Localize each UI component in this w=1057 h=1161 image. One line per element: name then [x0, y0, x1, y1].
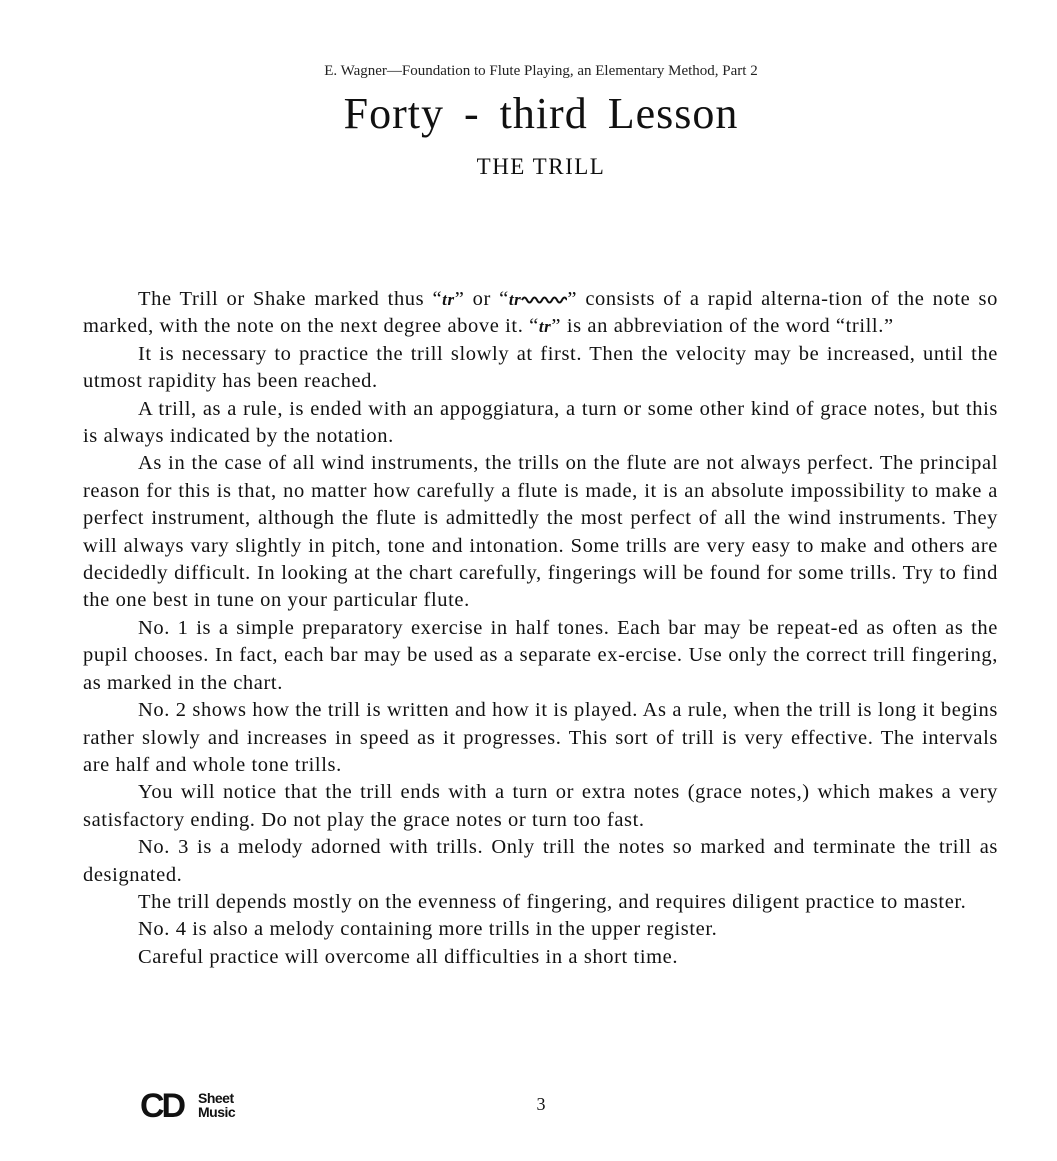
paragraph-1-text-c: ” consists of a rapid alterna-tion of the note so marked, with the note on the next degree above it. “	[83, 288, 998, 338]
paragraph-2: It is necessary to practice the trill slowly at first. Then the velocity may be increased, until the utmost rapidity has been reached.	[83, 342, 998, 393]
paragraph-8: No. 3 is a melody adorned with trills. Only trill the notes so marked and terminate the trill as designated.	[83, 836, 998, 886]
paragraph-11: Careful practice will overcome all difficulties in a short time.	[138, 945, 679, 968]
paragraph-1-text-d: ” is an abbreviation of the word “trill.”	[551, 315, 894, 338]
trill-symbol-wavy: tr	[508, 290, 522, 309]
paragraph-6: No. 2 shows how the trill is written and how it is played. As a rule, when the trill is long it begins rather slowly and increases in speed as it progresses. This sort of trill is very effective. The intervals are half and whole tone trills.	[83, 699, 998, 776]
lesson-body	[83, 286, 998, 971]
logo-sheet-text: Sheet	[198, 1090, 234, 1106]
paragraph-10: No. 4 is also a melody containing more trills in the upper register.	[138, 918, 718, 941]
paragraph-7: You will notice that the trill ends with a turn or extra notes (grace notes,) which makes a very satisfactory ending. Do not play the grace notes or turn too fast.	[83, 781, 998, 831]
trill-symbol: tr	[442, 290, 455, 309]
page-number: 3	[536, 1094, 546, 1114]
trill-wavy-line-icon	[521, 294, 567, 306]
paragraph-9: The trill depends mostly on the evenness of fingering, and requires diligent practice to master.	[138, 890, 967, 913]
lesson-subtitle: THE TRILL	[476, 154, 606, 179]
paragraph-1	[83, 286, 998, 341]
running-head: E. Wagner—Foundation to Flute Playing, an Elementary Method, Part 2	[324, 63, 758, 79]
logo-cd-text: CD	[140, 1087, 184, 1125]
logo-music-text: Music	[198, 1104, 236, 1120]
paragraph-1-text-a: The Trill or Shake marked thus “	[138, 288, 443, 310]
paragraph-5: No. 1 is a simple preparatory exercise in half tones. Each bar may be repeat-ed as often as the pupil chooses. In fact, each bar may be used as a separate ex-ercise. Use only the correct trill fingering, as marked in the chart.	[83, 616, 998, 694]
lesson-title: Forty - third Lesson	[343, 89, 739, 138]
paragraph-4: As in the case of all wind instruments, the trills on the flute are not always perfect. The principal reason for this is that, no matter how carefully a flute is made, it is an absolute impossibility to make a perfect instrument, although the flute is admittedly the most perfect of all the wind instruments. They will always vary slightly in pitch, tone and intonation. Some trills are very easy to make and others are decidedly difficult. In looking at the chart carefully, fingerings will be found for some trills. Try to find the one best in tune on your particular flute.	[83, 452, 998, 612]
paragraph-1-text-b: ” or “	[454, 288, 509, 310]
trill-symbol-abbrev: tr	[538, 317, 552, 337]
paragraph-3: A trill, as a rule, is ended with an appoggiatura, a turn or some other kind of grace notes, but this is always indicated by the notation.	[83, 397, 998, 448]
